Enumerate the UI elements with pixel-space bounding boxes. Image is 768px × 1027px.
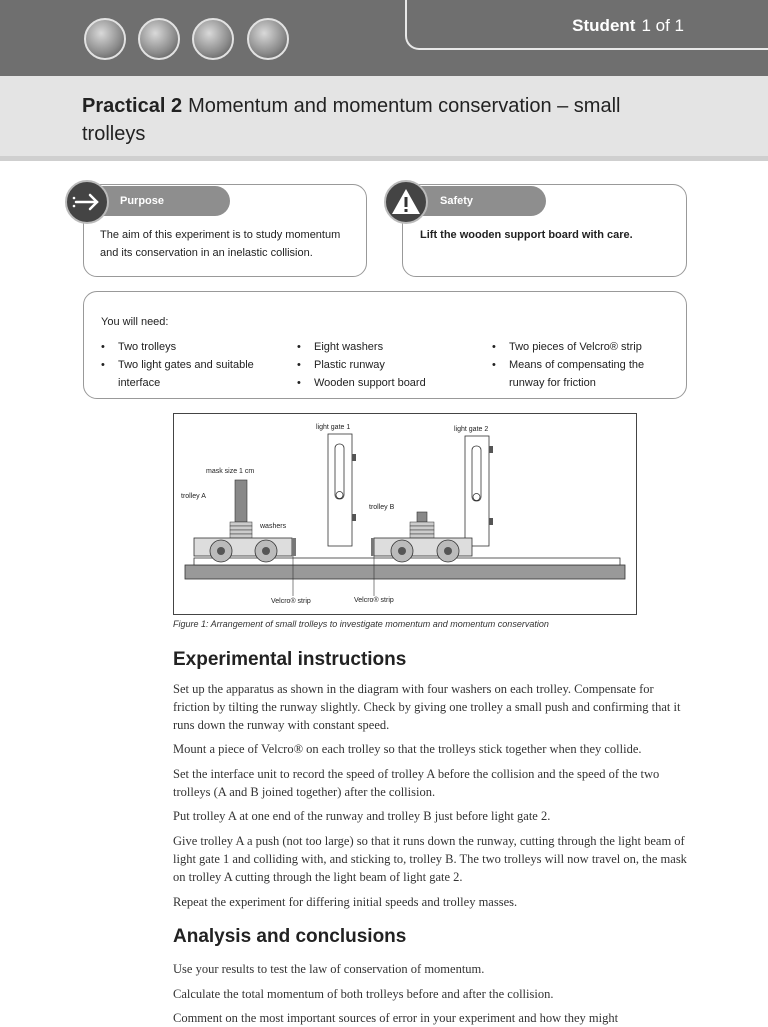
worker-icon xyxy=(192,18,234,60)
purpose-text xyxy=(100,226,340,262)
practical-number: Practical 2 xyxy=(82,95,183,117)
equipment-heading: You will need: xyxy=(101,316,169,328)
equipment-item: • Eight washers xyxy=(296,338,466,356)
instruction-paragraph: Give trolley A a push (not too large) so that it runs down the runway, cutting through the light beam of light gate 1 and colliding with, and sticking to, trolley B. The two trolleys will now travel on, the mask on trolley A cutting through the light beam of light gate 2. xyxy=(173,834,687,884)
equipment-item: • Two light gates and suitable interface xyxy=(100,356,270,392)
label-light-gate-1: light gate 1 xyxy=(316,424,351,431)
analysis-paragraph: Calculate the total momentum of both trolleys before and after the collision. xyxy=(173,987,554,1001)
equipment-col-3 xyxy=(491,338,666,392)
purpose-text-line2: and its conservation in an inelastic collision. xyxy=(100,247,313,259)
page-title xyxy=(82,92,682,148)
purpose-label: Purpose xyxy=(84,186,230,216)
trolley-b xyxy=(371,512,472,562)
safety-text: Lift the wooden support board with care. xyxy=(420,229,633,241)
label-washers: washers xyxy=(260,523,287,530)
equipment-item: • Wooden support board xyxy=(296,374,466,392)
apparatus-diagram xyxy=(174,414,636,614)
student-label: Student xyxy=(572,16,636,35)
hands-icon xyxy=(84,18,126,60)
title-bar xyxy=(0,76,768,161)
practical-title: Momentum and momentum conservation – small trolleys xyxy=(82,95,621,145)
instruction-paragraph: Set up the apparatus as shown in the diagram with four washers on each trolley. Compensate for friction by tilting the runway slightly. Check by giving one trolley a small push and confirming that it runs down the runway with constant speed. xyxy=(173,682,681,732)
page-header xyxy=(0,0,768,76)
label-light-gate-2: light gate 2 xyxy=(454,426,489,433)
label-trolley-b: trolley B xyxy=(369,504,395,511)
equipment-item: • Two trolleys xyxy=(100,338,270,356)
analysis-paragraph: Comment on the most important sources of error in your experiment and how they might xyxy=(173,1011,619,1025)
warning-icon xyxy=(384,180,428,224)
trolley-a xyxy=(194,480,296,562)
student-indicator xyxy=(572,16,684,36)
label-velcro-1: Velcro® strip xyxy=(271,598,311,605)
purpose-text-line1: The aim of this experiment is to study momentum xyxy=(100,229,341,241)
instruction-paragraph: Repeat the experiment for differing initial speeds and trolley masses. xyxy=(173,895,518,909)
equipment-item: • Two pieces of Velcro® strip xyxy=(491,338,666,356)
page-indicator: 1 of 1 xyxy=(641,16,684,35)
label-velcro-2: Velcro® strip xyxy=(354,597,394,604)
pouring-icon xyxy=(247,18,289,60)
analysis-paragraph: Use your results to test the law of conservation of momentum. xyxy=(173,962,485,976)
instruction-paragraph: Mount a piece of Velcro® on each trolley so that the trolleys stick together when they collide. xyxy=(173,742,642,756)
safety-label: Safety xyxy=(404,186,546,216)
equipment-col-1 xyxy=(100,338,270,392)
label-mask-size: mask size 1 cm xyxy=(206,468,255,475)
instruction-paragraph: Set the interface unit to record the speed of trolley A before the collision and the speed of the two trolleys (A and B joined together) after the collision. xyxy=(173,767,660,799)
analysis-heading: Analysis and conclusions xyxy=(173,926,407,947)
figure-1 xyxy=(173,413,637,615)
molecule-icon xyxy=(138,18,180,60)
instruction-paragraph: Put trolley A at one end of the runway and trolley B just before light gate 2. xyxy=(173,809,551,823)
arrow-icon xyxy=(65,180,109,224)
equipment-item: • Means of compensating the runway for friction xyxy=(491,356,666,392)
instructions-heading: Experimental instructions xyxy=(173,649,407,670)
mask xyxy=(235,480,247,522)
label-trolley-a: trolley A xyxy=(181,493,206,500)
equipment-item: • Plastic runway xyxy=(296,356,466,374)
wooden-support-board xyxy=(185,565,625,579)
figure-caption: Figure 1: Arrangement of small trolleys to investigate momentum and momentum conservation xyxy=(173,619,549,629)
equipment-col-2 xyxy=(296,338,466,392)
